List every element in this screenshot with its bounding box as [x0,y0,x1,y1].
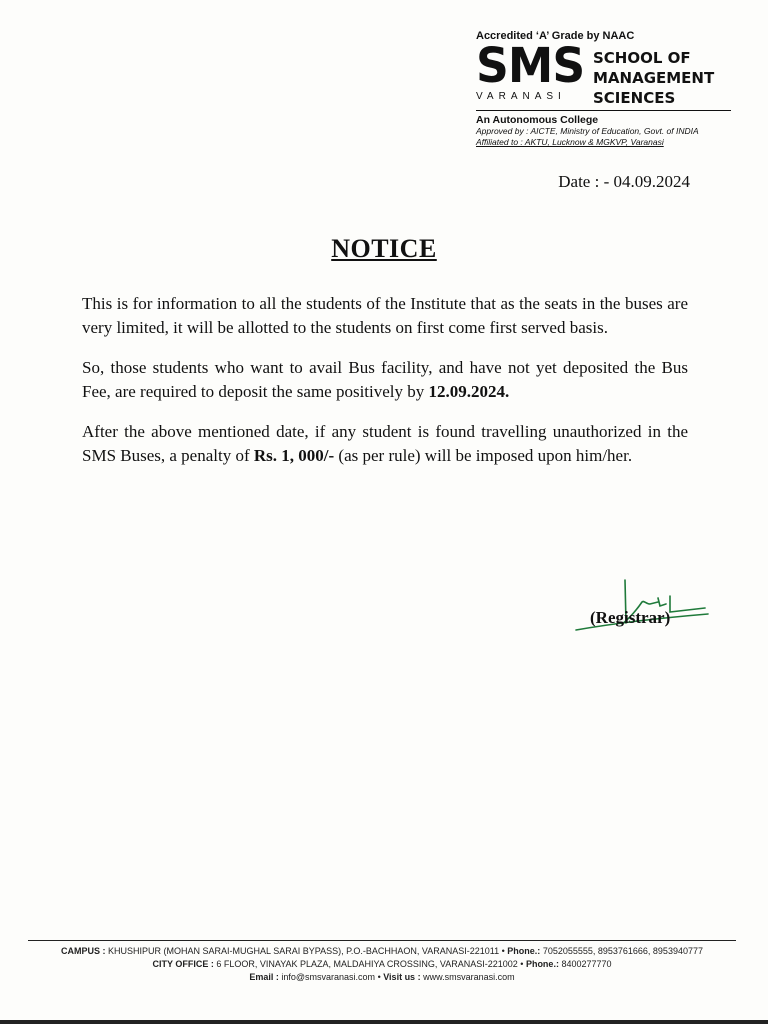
school-name-line2: MANAGEMENT [593,69,715,87]
school-name [593,48,714,108]
campus-address: KHUSHIPUR (MOHAN SARAI-MUGHAL SARAI BYPASS), P.O.-BACHHAON, VARANASI-221011 [108,946,500,956]
sms-logo [476,38,591,106]
footer-campus: CAMPUS : KHUSHIPUR (MOHAN SARAI-MUGHAL SARAI BYPASS), P.O.-BACHHAON, VARANASI-221011 • Phone.: 7052055555, 8953761666, 8953940777 [61,946,703,956]
website-label: Visit us : [383,972,421,982]
footer [28,940,736,984]
campus-label: CAMPUS : [61,946,106,956]
notice-body [82,292,688,484]
penalty-amount: Rs. 1, 000/- [253,446,335,465]
logo-letters: SMS [476,38,585,94]
school-name-line3: SCIENCES [593,89,676,107]
email-address[interactable]: info@smsvaranasi.com [281,972,376,982]
logo-city: VARANASI [476,91,566,102]
email-label: Email : [249,972,279,982]
registrar-label: (Registrar) [590,608,671,627]
paragraph-2 [82,356,688,404]
paragraph-3-pre: After the above mentioned date, if any student is found travelling unauthorized in the SMS Buses, a penalty of [82,422,688,465]
autonomous-text: An Autonomous College [476,114,599,126]
paragraph-1: This is for information to all the students of the Institute that as the seats in the buses are very limited, it will be allotted to the students on first come first served basis. [82,294,688,337]
header-divider [476,110,731,111]
city-office-address: 6 FLOOR, VINAYAK PLAZA, MALDAHIYA CROSSING, VARANASI-221002 [216,959,518,969]
footer-contact: Email : info@smsvaranasi.com • Visit us : www.smsvaranasi.com [249,972,515,982]
city-phone-label: Phone.: [525,959,559,969]
approved-text: Approved by : AICTE, Ministry of Education, Govt. of INDIA [476,126,699,136]
city-phone: 8400277770 [561,959,612,969]
notice-title: NOTICE [331,234,437,263]
scan-edge [0,1020,768,1024]
website-link[interactable]: www.smsvaranasi.com [423,972,515,982]
deadline-date: 12.09.2024. [428,382,510,401]
footer-city-office: CITY OFFICE : 6 FLOOR, VINAYAK PLAZA, MALDAHIYA CROSSING, VARANASI-221002 • Phone.: 8400277770 [152,959,612,969]
paragraph-3-post: (as per rule) will be imposed upon him/her. [334,446,633,465]
paragraph-2-text: So, those students who want to avail Bus facility, and have not yet deposited the Bus Fee, are required to deposit the same positively by [82,358,688,401]
campus-phone-label: Phone.: [507,946,541,956]
notice-date: Date : - 04.09.2024 [558,172,690,191]
letterhead [476,30,746,148]
logo-row [476,38,746,108]
school-name-line1: SCHOOL OF [593,49,691,67]
footer-divider [28,940,736,941]
paragraph-3 [82,420,688,468]
affiliated-text: Affiliated to : AKTU, Lucknow & MGKVP, Varanasi [476,137,664,147]
signature-block [570,578,710,638]
campus-phone: 7052055555, 8953761666, 8953940777 [542,946,703,956]
accreditation-text: Accredited ‘A’ Grade by NAAC [476,30,635,42]
city-office-label: CITY OFFICE : [152,959,214,969]
